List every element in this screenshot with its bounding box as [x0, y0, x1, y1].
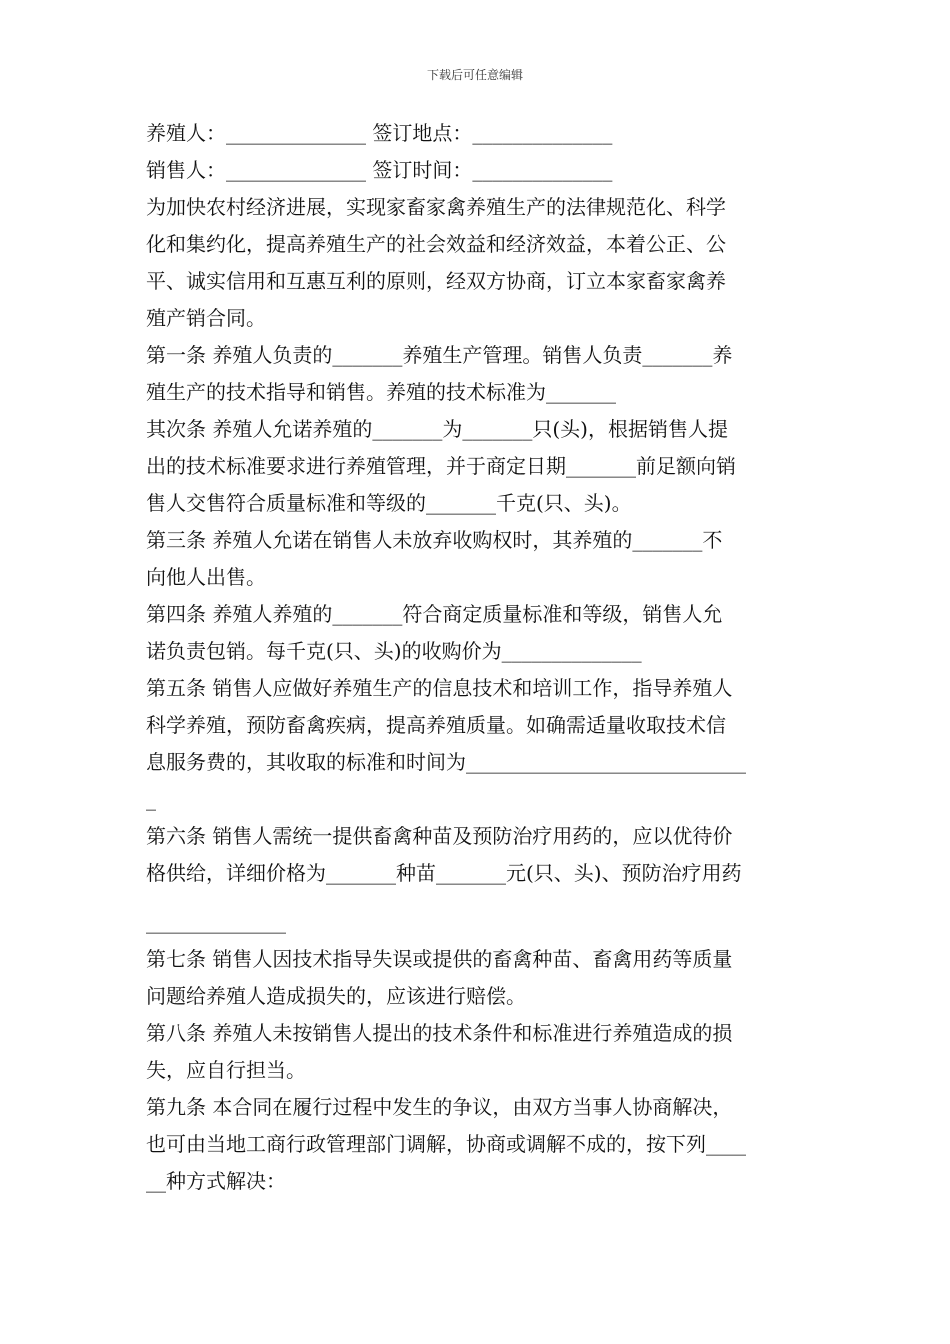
text-line: 格供给，详细价格为_______种苗_______元(只、头)、预防治疗用药	[146, 861, 742, 885]
text-line: _	[146, 787, 156, 811]
header-note: 下载后可任意编辑	[426, 68, 523, 82]
text-line: 向他人出售。	[146, 565, 266, 589]
text-line: 息服务费的，其收取的标准和时间为____________________________	[146, 750, 746, 774]
text-line: 科学养殖，预防畜禽疾病，提高养殖质量。如确需适量收取技术信	[146, 713, 726, 737]
text-line: 第六条 销售人需统一提供畜禽种苗及预防治疗用药的，应以优待价	[146, 824, 733, 848]
text-line: 平、诚实信用和互惠互利的原则，经双方协商，订立本家畜家禽养	[146, 269, 726, 293]
text-line: 也可由当地工商行政管理部门调解，协商或调解不成的，按下列____	[146, 1132, 746, 1156]
text-line: 第八条 养殖人未按销售人提出的技术条件和标准进行养殖造成的损	[146, 1021, 733, 1045]
text-line: 问题给养殖人造成损失的，应该进行赔偿。	[146, 984, 526, 1008]
text-line: 售人交售符合质量标准和等级的_______千克(只、头)。	[146, 491, 632, 515]
text-line: 第三条 养殖人允诺在销售人未放弃收购权时，其养殖的_______不	[146, 528, 723, 552]
text-line: 出的技术标准要求进行养殖管理，并于商定日期_______前足额向销	[146, 454, 736, 478]
text-line: 养殖人：______________ 签订地点：______________	[146, 121, 613, 145]
contract-body	[146, 115, 810, 1200]
text-line: 第五条 销售人应做好养殖生产的信息技术和培训工作，指导养殖人	[146, 676, 733, 700]
text-line: 诺负责包销。每千克(只、头)的收购价为______________	[146, 639, 642, 663]
text-line: ______________	[146, 910, 286, 934]
text-line: 其次条 养殖人允诺养殖的_______为_______只(头)，根据销售人提	[146, 417, 728, 441]
text-line: 殖生产的技术指导和销售。养殖的技术标准为_______	[146, 380, 616, 404]
text-line: 第四条 养殖人养殖的_______符合商定质量标准和等级，销售人允	[146, 602, 723, 626]
text-line: 第七条 销售人因技术指导失误或提供的畜禽种苗、畜禽用药等质量	[146, 947, 733, 971]
text-line: 为加快农村经济进展，实现家畜家禽养殖生产的法律规范化、科学	[146, 195, 726, 219]
text-line: 销售人：______________ 签订时间：______________	[146, 158, 613, 182]
text-line: 殖产销合同。	[146, 306, 266, 330]
text-line: 化和集约化，提高养殖生产的社会效益和经济效益，本着公正、公	[146, 232, 726, 256]
line-gap	[146, 892, 810, 904]
text-line: 第九条 本合同在履行过程中发生的争议，由双方当事人协商解决，	[146, 1095, 733, 1119]
text-line: 第一条 养殖人负责的_______养殖生产管理。销售人负责_______养	[146, 343, 733, 367]
text-line: __种方式解决：	[146, 1169, 286, 1193]
text-line: 失，应自行担当。	[146, 1058, 306, 1082]
